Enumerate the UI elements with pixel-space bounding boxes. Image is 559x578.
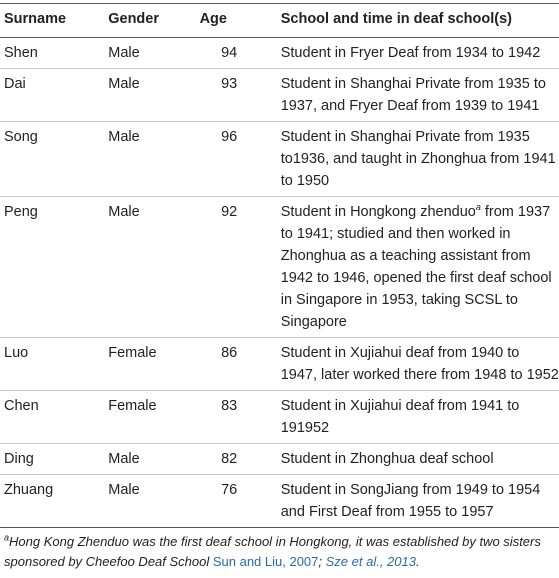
cell-age: 94 bbox=[200, 38, 281, 69]
cell-school-text-cont: from 1937 to 1941; studied and then worked in Zhonghua as a teaching assistant from 1942 to 1946, opened the first deaf school in Singapore in 1953, taking SCSL to Singapore bbox=[280, 204, 552, 330]
footnote-marker-ref: a bbox=[475, 202, 481, 213]
cell-school: Student in Fryer Deaf from 1934 to 1942 bbox=[281, 38, 559, 69]
cell-surname: Luo bbox=[0, 338, 108, 391]
cell-school: Student in Xujiahui deaf from 1941 to 191952 bbox=[281, 391, 559, 444]
cell-gender: Female bbox=[108, 391, 199, 444]
cell-surname: Zhuang bbox=[0, 475, 108, 528]
table-row bbox=[0, 69, 559, 122]
table-row bbox=[0, 475, 559, 528]
footnote-marker: a bbox=[4, 532, 10, 543]
cell-school: Student in Shanghai Private from 1935 to 1937, and Fryer Deaf from 1939 to 1941 bbox=[281, 69, 559, 122]
header-gender: Gender bbox=[108, 4, 199, 38]
cell-gender: Male bbox=[108, 444, 199, 475]
footnote-end: . bbox=[415, 554, 420, 569]
cell-surname: Song bbox=[0, 122, 108, 197]
cell-age: 82 bbox=[200, 444, 281, 475]
cell-surname: Dai bbox=[0, 69, 108, 122]
footnote-text: Hong Kong Zhenduo was the first deaf school in Hongkong, it was established by two sisters sponsored by Cheefoo Deaf School bbox=[4, 534, 541, 569]
header-age: Age bbox=[200, 4, 281, 38]
table-row bbox=[0, 122, 559, 197]
table-row bbox=[0, 197, 559, 338]
cell-surname: Chen bbox=[0, 391, 108, 444]
cell-school: Student in Zhonghua deaf school bbox=[281, 444, 559, 475]
cell-surname: Shen bbox=[0, 38, 108, 69]
citation-link-sun-liu[interactable]: Sun and Liu, 2007 bbox=[212, 554, 319, 569]
cell-gender: Male bbox=[108, 38, 199, 69]
cell-school: Student in Shanghai Private from 1935 to1936, and taught in Zhonghua from 1941 to 1950 bbox=[281, 122, 559, 197]
cell-age: 92 bbox=[200, 197, 281, 338]
cell-school: Student in SongJiang from 1949 to 1954 and First Deaf from 1955 to 1957 bbox=[281, 475, 559, 528]
cell-gender: Male bbox=[108, 122, 199, 197]
cell-surname: Ding bbox=[0, 444, 108, 475]
cell-gender: Male bbox=[108, 69, 199, 122]
table-header bbox=[0, 4, 559, 38]
table-row bbox=[0, 444, 559, 475]
table-row bbox=[0, 38, 559, 69]
header-surname: Surname bbox=[0, 4, 108, 38]
cell-gender: Female bbox=[108, 338, 199, 391]
cell-school-text: Student in Hongkong zhenduo bbox=[280, 204, 476, 220]
header-row bbox=[0, 4, 559, 38]
cell-age: 93 bbox=[200, 69, 281, 122]
table-row bbox=[0, 391, 559, 444]
table-row bbox=[0, 338, 559, 391]
cell-surname: Peng bbox=[0, 197, 108, 338]
table-footnote bbox=[4, 532, 556, 572]
citation-link-sze[interactable]: Sze et al., 2013 bbox=[325, 554, 416, 569]
cell-school: Student in Xujiahui deaf from 1940 to 1947, later worked there from 1948 to 1952 bbox=[281, 338, 559, 391]
header-school: School and time in deaf school(s) bbox=[281, 4, 559, 38]
citation-separator: ; bbox=[318, 554, 326, 569]
table-body bbox=[0, 38, 559, 528]
cell-school bbox=[281, 197, 559, 338]
cell-gender: Male bbox=[108, 475, 199, 528]
cell-age: 83 bbox=[200, 391, 281, 444]
cell-gender: Male bbox=[108, 197, 199, 338]
deaf-school-table bbox=[0, 3, 559, 528]
cell-age: 76 bbox=[200, 475, 281, 528]
cell-age: 86 bbox=[200, 338, 281, 391]
cell-age: 96 bbox=[200, 122, 281, 197]
